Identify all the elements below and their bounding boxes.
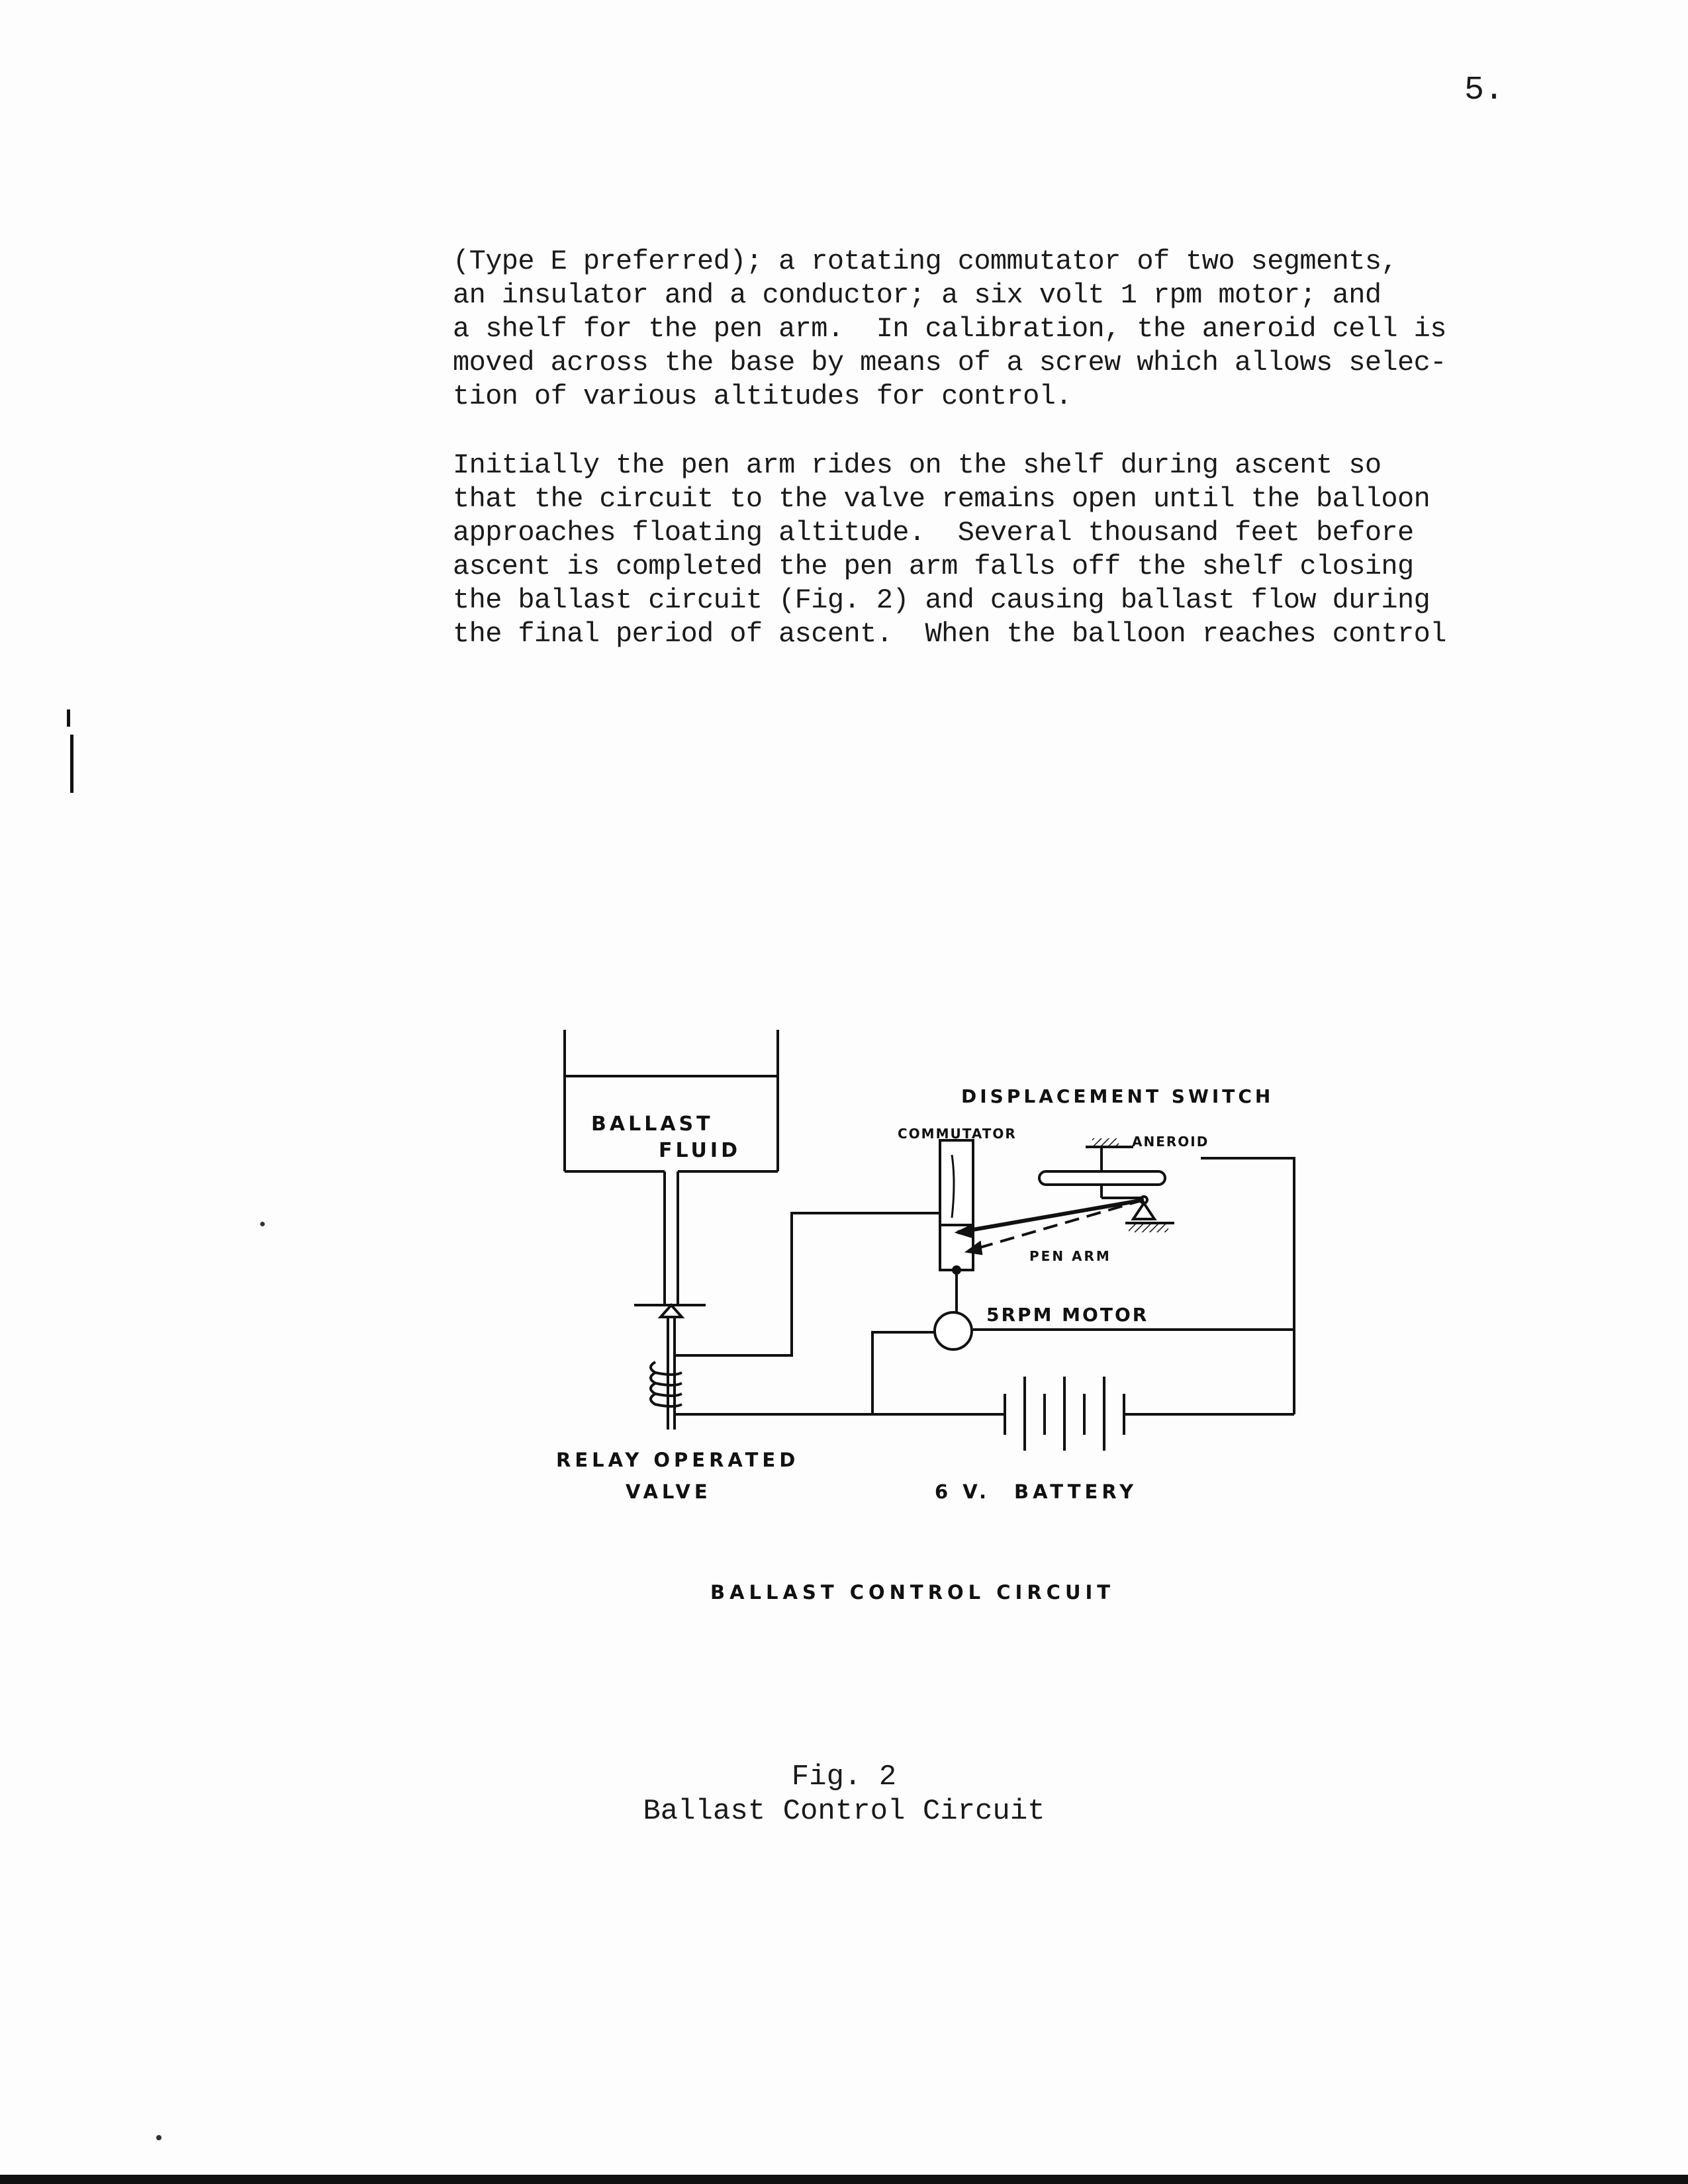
relay-valve (651, 1305, 682, 1430)
label-battery: BATTERY (1014, 1480, 1138, 1503)
label-displacement-switch: DISPLACEMENT SWITCH (961, 1085, 1274, 1107)
page-number: 5. (1464, 71, 1505, 109)
label-commutator: COMMUTATOR (898, 1126, 1017, 1142)
label-fluid: FLUID (659, 1139, 741, 1162)
fluid-pipe (634, 1171, 706, 1305)
label-ballast: BALLAST (591, 1113, 714, 1136)
figure-number: Fig. 2 (791, 1760, 897, 1794)
scan-bottom-edge (0, 2175, 1688, 2184)
battery-symbol (1005, 1377, 1124, 1451)
figure-caption: Ballast Control Circuit (643, 1795, 1045, 1828)
label-valve: VALVE (626, 1480, 712, 1503)
label-battery-voltage: 6 V. (935, 1480, 990, 1503)
label-motor: 5RPM MOTOR (986, 1304, 1149, 1326)
body-paragraph-1: (Type E preferred); a rotating commutator of two segments, an insulator and a conductor; a six volt 1 rpm motor; and a shelf for the pen arm. In calibration, the aneroid cell is moved across the base by means of a screw which allows selec- tion of various altitudes for control. (453, 246, 1446, 412)
body-paragraph-2: Initially the pen arm rides on the shelf during ascent so that the circuit to the valve remains open until the balloon approaches floating altitude. Several thousand feet before ascent is completed the pen arm falls off the shelf closing the ballast circuit (Fig. 2) and causing ballast flow during the final period of ascent. When the balloon reaches control (453, 449, 1446, 650)
label-pen-arm: PEN ARM (1029, 1248, 1111, 1264)
aneroid-assembly (1039, 1138, 1174, 1232)
label-aneroid: ANEROID (1132, 1134, 1209, 1150)
label-relay-operated: RELAY OPERATED (556, 1449, 800, 1471)
circuit-wiring (675, 1158, 1294, 1414)
motor (935, 1312, 972, 1349)
diagram-title: BALLAST CONTROL CIRCUIT (710, 1581, 1115, 1604)
pen-arm (958, 1200, 1144, 1253)
